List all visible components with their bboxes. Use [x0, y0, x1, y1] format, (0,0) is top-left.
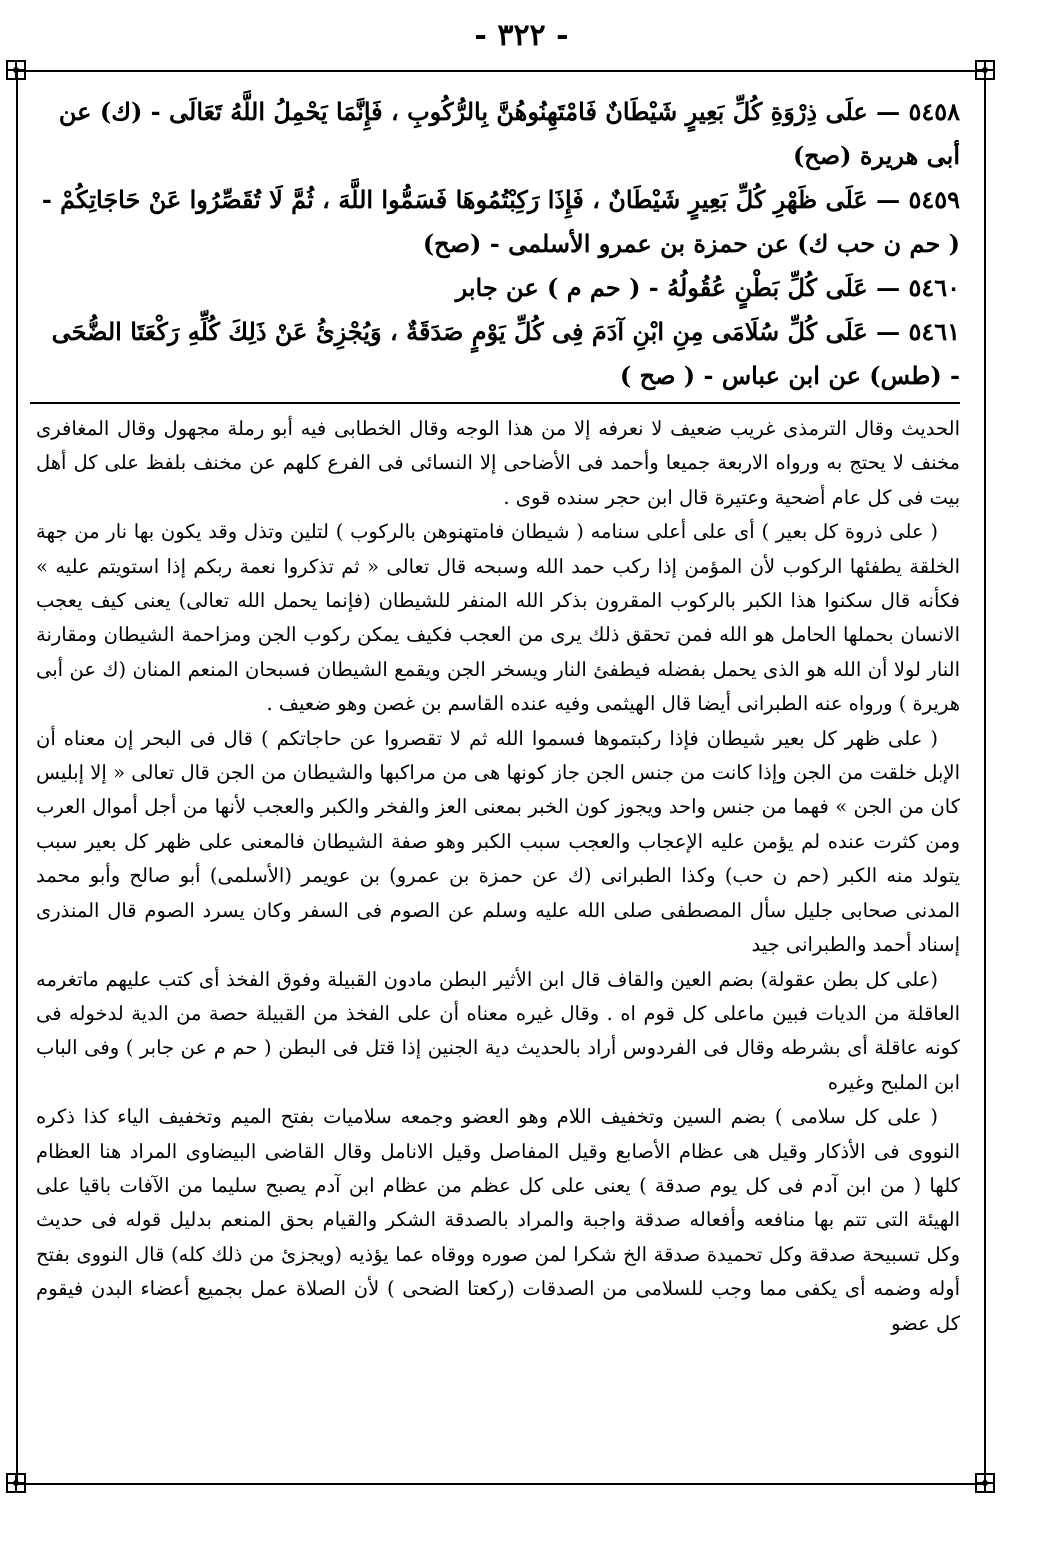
commentary-block: [36, 412, 960, 1492]
corner-ornament-icon: [4, 1471, 28, 1495]
corner-ornament-icon: [973, 1471, 997, 1495]
hadith-5461: ٥٤٦١ — عَلَى كُلِّ سُلَامَى مِنِ ابْنِ آدَمَ فِى كُلِّ يَوْمٍ صَدَقَةٌ ، وَيُجْزِئُ عَنْ ذَلِكَ كُلِّهِ رَكْعَتَا الضُّحَى - (طس) عن ابن عباس - ( صح ): [51, 317, 960, 390]
corner-ornament-icon: [973, 58, 997, 82]
section-separator: [30, 402, 960, 404]
hadith-5460: ٥٤٦٠ — عَلَى كُلِّ بَطْنٍ عُقُولُهُ - ( حم م ) عن جابر: [455, 273, 960, 302]
hadith-5458: ٥٤٥٨ — علَى ذِرْوَةِ كُلِّ بَعِيرٍ شَيْطَانٌ فَامْتَهِنُوهُنَّ بِالرُّكُوبِ ، فَإِنَّمَا يَحْمِلُ اللَّهُ تَعَالَى - (ك) عن أبى هريرة (صح): [58, 97, 960, 170]
commentary-paragraph: ( على كل سلامى ) بضم السين وتخفيف اللام وهو العضو وجمعه سلاميات بفتح الميم وتخفيف الياء كذا ذكره النووى فى الأذكار وقيل هى عظام الأصابع وقيل المفاصل وقيل الانامل وقال القاضى البيضاوى المراد هنا العظام كلها ( من ابن آدم فى كل يوم صدقة ) يعنى على كل عظم من عظام ابن آدم يصبح سليما من الآفات باقيا على الهيئة التى تتم بها منافعه وأفعاله صدقة واجبة والمراد بالصدقة الشكر والقيام بحق المنعم بدليل قوله فى حديث وكل تسبيحة صدقة وكل تحميدة صدقة الخ شكرا لمن صوره ووقاه عما يؤذيه (ويجزئ من ذلك كله) قال النووى بفتح أوله وضمه أى يكفى مما وجب للسلامى من الصدقات (ركعتا الضحى ) لأن الصلاة عمل بجميع أعضاء البدن فيقوم كل عضو: [36, 1105, 960, 1335]
page-number: - ٣٢٢ -: [474, 18, 569, 53]
frame-left-line: [16, 70, 18, 1485]
hadith-block: [40, 90, 960, 390]
corner-ornament-icon: [4, 58, 28, 82]
commentary-paragraph: ( على ظهر كل بعير شيطان فإذا ركبتموها فسموا الله ثم لا تقصروا عن حاجاتكم ) قال فى البحر إن معناه أن الإبل خلقت من الجن وإذا كانت من جنس الجن جاز كونها هى من مراكبها والشيطان من الجن قال تعالى « إلا إبليس كان من الجن » فهما من جنس واحد ويجوز كون الخبر بمعنى العز والفخر والكبر والعجب لأنها من أجل أموال العرب ومن كثرت عنده لم يؤمن عليه الإعجاب والعجب سبب الكبر وهو صفة الشيطان فالمعنى على ظهر كل بعير سبب يتولد منه الكبر (حم ن حب) وكذا الطبرانى (ك عن حمزة بن عمرو) بن عويمر (الأسلمى) أبو صالح وأبو محمد المدنى صحابى جليل سأل المصطفى صلى الله عليه وسلم عن الصوم فى السفر وكان يسرد الصوم قال المنذرى إسناد أحمد والطبرانى جيد: [36, 726, 960, 957]
frame-right-line: [984, 70, 986, 1485]
hadith-5459: ٥٤٥٩ — عَلَى ظَهْرِ كُلِّ بَعِيرٍ شَيْطَانٌ ، فَإِذَا رَكِبْتُمُوهَا فَسَمُّوا اللَّهَ ، ثُمَّ لَا تُقَصِّرُوا عَنْ حَاجَاتِكُمْ - ( حم ن حب ك) عن حمزة بن عمرو الأسلمى - (صح): [41, 185, 960, 258]
frame-top-line: [16, 70, 986, 72]
commentary-paragraph: الحديث وقال الترمذى غريب ضعيف لا نعرفه إلا من هذا الوجه وقال الخطابى فيه أبو رملة مجهول وقال المغافرى مخنف لا يحتج به ورواه الاربعة جميعا وأحمد فى الأضاحى إلا النسائى فى الفرع كلهم عن مخنف بلفظ على كل أهل بيت فى كل عام أضحية وعتيرة قال ابن حجر سنده قوى .: [36, 417, 960, 509]
commentary-paragraph: (على كل بطن عقولة) بضم العين والقاف قال ابن الأثير البطن مادون القبيلة وفوق الفخذ أى كتب عليهم ماتغرمه العاقلة من الديات فبين ماعلى كل قوم اه . وقال غيره معناه أن على الفخذ من القبيلة حصة من الدية لدخوله فى كونه عاقلة أى بشرطه وقال فى الفردوس أراد بالحديث دية الجنين إذا قتل فى البطن ( حم م عن جابر ) وفى الباب ابن الملبح وغيره: [36, 967, 960, 1094]
commentary-paragraph: ( على ذروة كل بعير ) أى على أعلى سنامه ( شيطان فامتهنوهن بالركوب ) لتلين وتذل وقد يكون بها نار من جهة الخلقة يطفئها الركوب لأن المؤمن إذا ركب حمد الله وسبحه قال تعالى « ثم تذكروا نعمة ربكم إذا استويتم عليه » فكأنه قال سكنوا هذا الكبر بالركوب المقرون بذكر الله المنفر للشيطان (فإنما يحمل الله تعالى) يعنى كيف يعجب الانسان بحملها الحامل هو الله فمن تحقق ذلك يرى من العجب فكيف يمكن ركوب الجن ومزاحمة الشيطان ومقارنة النار لولا أن الله هو الذى يحمل بفضله فيطفئ النار ويسخر الجن ويقمع الشيطان فسبحان المنعم المنان (ك عن أبى هريرة ) ورواه عنه الطبرانى أيضا قال الهيثمى وفيه عنده القاسم بن غصن وهو ضعيف .: [36, 520, 960, 716]
